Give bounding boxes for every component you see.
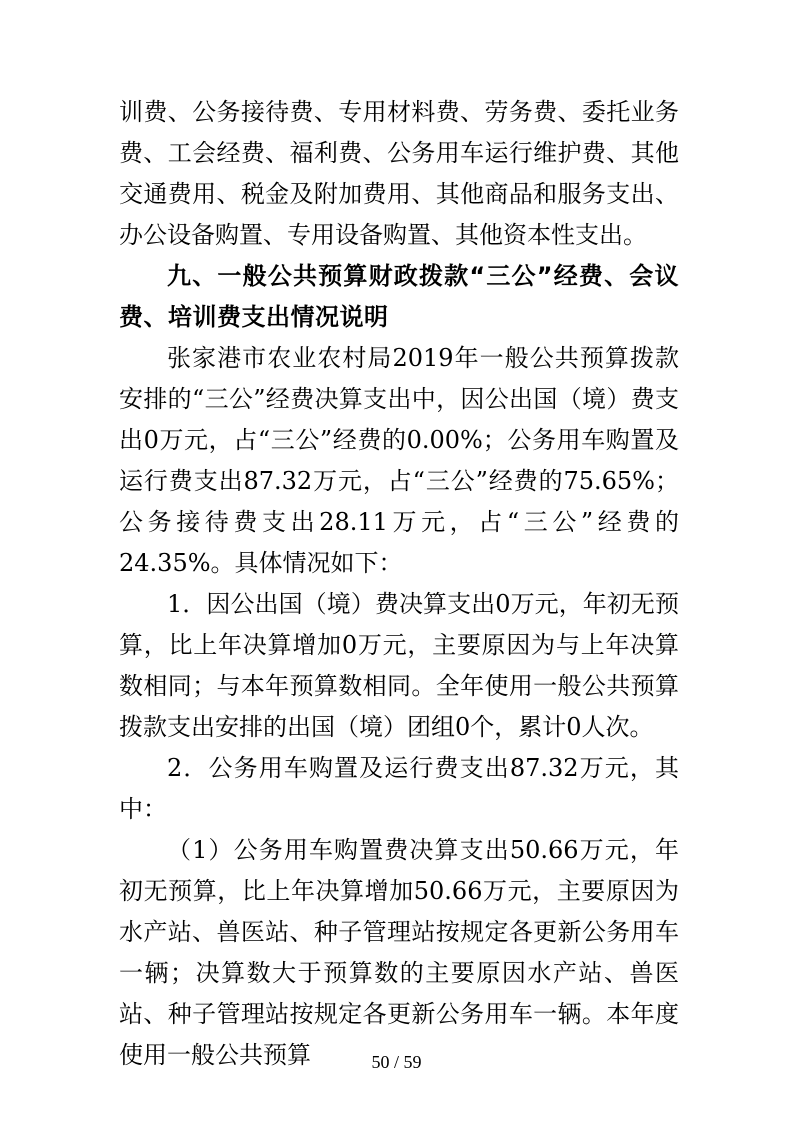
paragraph-expense-list: 训费、公务接待费、专用材料费、劳务费、委托业务费、工会经费、福利费、公务用车运行维护费、其他交通费用、税金及附加费用、其他商品和服务支出、办公设备购置、专用设备购置、其他资本性支出。 xyxy=(119,98,679,249)
paragraph-item-1: 1．因公出国（境）费决算支出0万元，年初无预算，比上年决算增加0万元，主要原因为与上年决算数相同；与本年预算数相同。全年使用一般公共预算拨款支出安排的出国（境）团组0个，累计0人次。 xyxy=(119,590,679,741)
paragraph-summary: 张家港市农业农村局2019年一般公共预算拨款安排的“三公”经费决算支出中，因公出国（境）费支出0万元，占“三公”经费的0.00%；公务用车购置及运行费支出87.32万元，占“三公”经费的75.65%；公务接待费支出28.11万元，占“三公”经费的24.35%。具体情况如下： xyxy=(119,344,679,577)
paragraph-item-2: 2．公务用车购置及运行费支出87.32万元，其中： xyxy=(119,754,679,823)
document-body xyxy=(119,92,679,1076)
section-heading: 九、一般公共预算财政拨款“三公”经费、会议费、培训费支出情况说明 xyxy=(119,262,679,331)
page-number: 50 / 59 xyxy=(371,1052,422,1072)
paragraph-item-2-1: （1）公务用车购置费决算支出50.66万元，年初无预算，比上年决算增加50.66万元，主要原因为水产站、兽医站、种子管理站按规定各更新公务用车一辆；决算数大于预算数的主要原因水产站、兽医站、种子管理站按规定各更新公务用车一辆。本年度使用一般公共预算 xyxy=(119,836,679,1069)
